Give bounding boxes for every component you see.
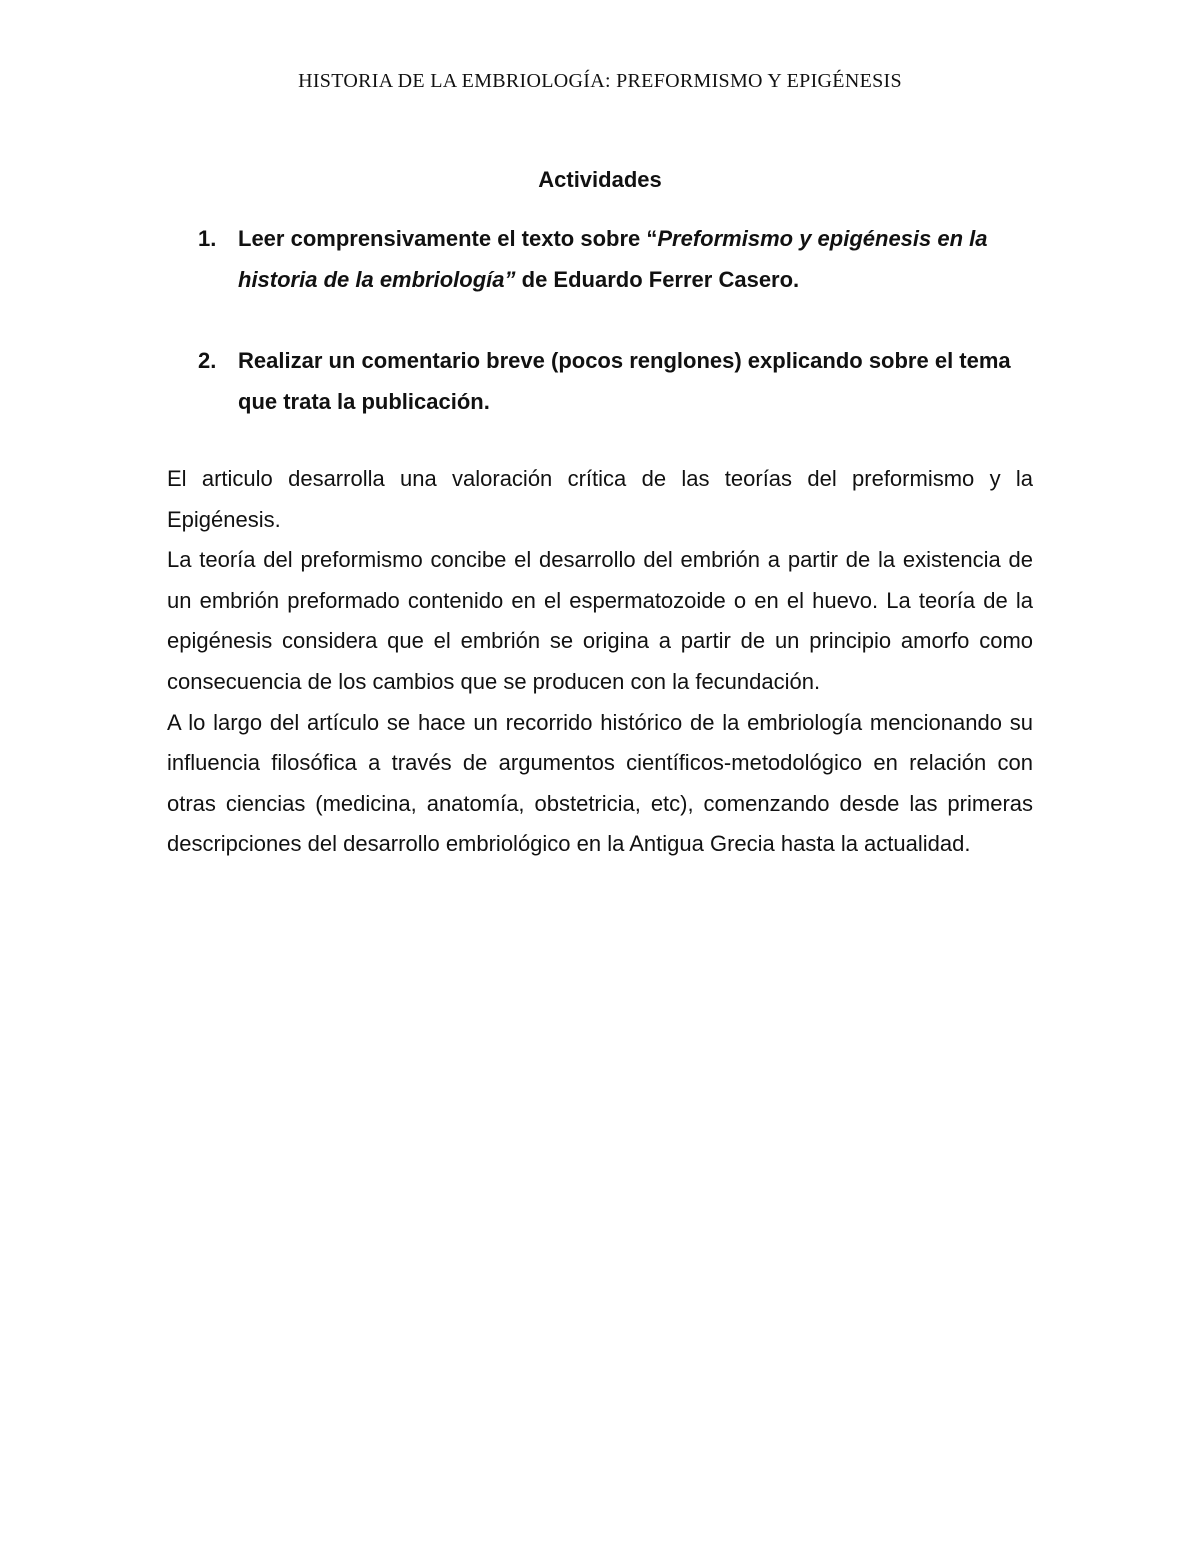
section-title: Actividades xyxy=(538,167,662,192)
activity-item-2 xyxy=(198,340,1038,422)
activity-text: Realizar un comentario breve (pocos renglones) explicando sobre el tema que trata la publicación. xyxy=(238,348,1011,414)
activity-number: 1. xyxy=(198,226,217,251)
activities-list xyxy=(198,218,1038,422)
article-title: Preformismo y epigénesis en la historia de la embriología” xyxy=(238,226,988,292)
activity-text-part: de Eduardo Ferrer Casero. xyxy=(515,267,800,292)
activity-text-part: Leer comprensivamente el texto sobre “ xyxy=(238,226,658,251)
activity-text xyxy=(238,226,988,292)
comment-paragraph: La teoría del preformismo concibe el desarrollo del embrión a partir de la existencia de un embrión preformado contenido en el espermatozoide o en el huevo. La teoría de la epigénesis considera que el embrión se origina a partir de un principio amorfo como consecuencia de los cambios que se producen con la fecundación. xyxy=(167,547,1033,694)
comment-paragraph: El articulo desarrolla una valoración crítica de las teorías del preformismo y la Epigénesis. xyxy=(167,466,1033,532)
activity-number: 2. xyxy=(198,348,217,373)
comment-paragraph: A lo largo del artículo se hace un recorrido histórico de la embriología mencionando su influencia filosófica a través de argumentos científicos-metodológico en relación con otras ciencias (medicina, anatomía, obstetricia, etc), comenzando desde las primeras descripciones del desarrollo embriológico en la Antigua Grecia hasta la actualidad. xyxy=(167,709,1033,857)
running-header: HISTORIA DE LA EMBRIOLOGÍA: PREFORMISMO Y EPIGÉNESIS xyxy=(298,70,902,92)
comment-body xyxy=(167,459,1033,865)
activity-item-1 xyxy=(198,218,1038,300)
